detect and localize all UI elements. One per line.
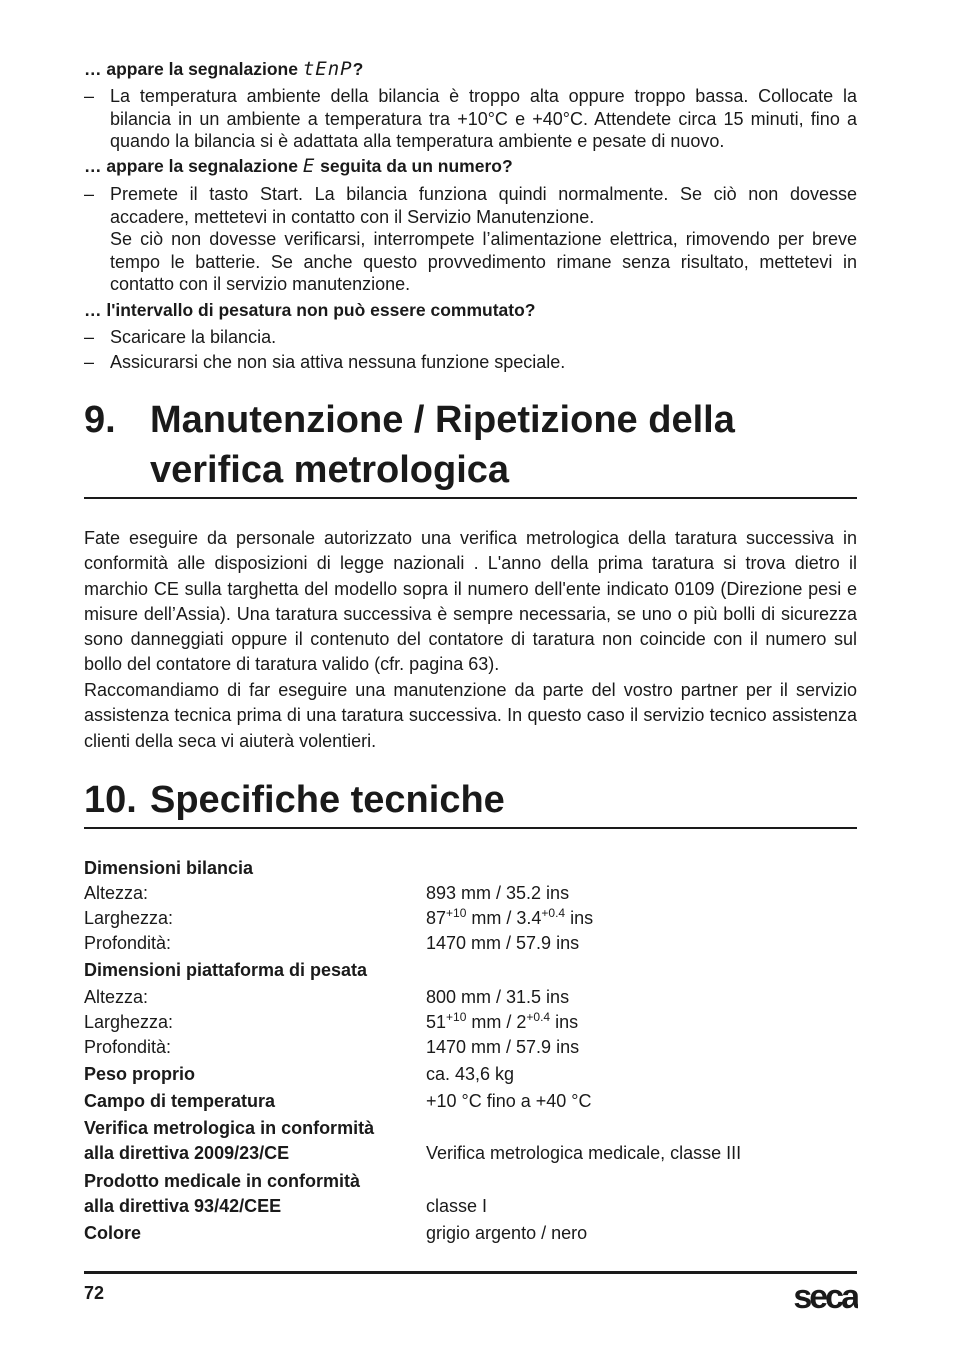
spec-row-platform-depth: Profondità: 1470 mm / 57.9 ins [84,1037,580,1057]
spec-row-metrology-label-1: Verifica metrologica in conformità [84,1118,375,1138]
section-10-rule [84,827,857,829]
section-10-title: Specifiche tecniche [150,779,505,821]
section-9-number: 9. [84,399,116,441]
answer-range-2: – Assicurarsi che non sia attiva nessuna funzione speciale. [84,352,566,372]
spec-row-medical-label-1: Prodotto medicale in conformità [84,1171,361,1191]
answer-error: – Premete il tasto Start. La bilancia funziona quindi normalmente. Se ciò non dovesse accadere, mettetevi in contatto con il Servizio Manutenzione. Se ciò non dovesse verificarsi, interrompete l’alimentazione elettrica, rimovendo per breve tempo le batterie. Se anche questo provvedimento rimane senza risultato, mettetevi in contatto con il servizio manutenzione. [84,184,857,295]
display-code-temp: tEnP [302,58,353,80]
section-9-heading [84,395,857,495]
spec-table [84,856,857,1246]
question-temp-display: … appare la segnalazione tEnP? [84,58,364,80]
answer-temp: – La temperatura ambiente della bilancia è troppo alta oppure troppo bassa. Collocate la bilancia in un ambiente a temperatura tra +10°C e +40°C. Attendete circa 15 minuti, fino a quando la bilancia si è adattata alla temperatura ambiente e pesate di nuovo. [84,86,857,152]
answer-range-1: – Scaricare la bilancia. [84,327,277,347]
section-10-number: 10. [84,779,137,821]
section-9-paragraph-2: Raccomandiamo di far eseguire una manutenzione da parte del vostro partner per il servizio assistenza tecnica prima di una taratura successiva. In questo caso il servizio tecnico assistenza clienti della seca vi aiuterà volentieri. [84,680,857,751]
spec-row-scale-width: Larghezza: $87^{+10}$ mm / $3.4^{+0.4}$ ins [84,906,594,928]
spec-row-medical-device: alla direttiva 93/42/CEE classe I [84,1196,488,1216]
section-10-heading [84,775,857,825]
section-9-paragraph-1: Fate eseguire da personale autorizzato una verifica metrologica della taratura successiva in conformità alle disposizioni di legge nazionali . L'anno della prima taratura si trova dietro il marchio CE sulla targhetta del modello sopra il numero dell'ente indicato 0109 (Direzione pesi e misure dell’Assia). Una taratura successiva è sempre necessaria, se uno o più bolli di sicurezza sono danneggiati oppure il contenuto del contatore di taratura non coincide con il numero sul bollo del contatore di taratura valido (cfr. pagina 63). [84,528,857,675]
spec-row-platform-height: Altezza: 800 mm / 31.5 ins [84,987,570,1007]
question-error-display: … appare la segnalazione E seguita da un numero? [84,155,513,177]
spec-row-scale-height: Altezza: 893 mm / 35.2 ins [84,883,570,903]
seca-logo [774,1272,858,1316]
seca-logo-text: seca [793,1278,857,1316]
section-9-title: Manutenzione / Ripetizione della verifica metrologica [150,399,735,491]
spec-row-own-weight: Peso proprio ca. 43,6 kg [84,1064,515,1084]
spec-row-temperature-range: Campo di temperatura +10 °C fino a +40 °C [84,1091,592,1111]
question-weighing-range: … l'intervallo di pesatura non può essere commutato? [84,300,536,320]
display-code-error: E [302,155,316,177]
spec-row-scale-depth: Profondità: 1470 mm / 57.9 ins [84,933,580,953]
spec-row-metrology: alla direttiva 2009/23/CE Verifica metrologica medicale, classe III [84,1143,742,1163]
spec-row-color: Colore grigio argento / nero [84,1223,588,1243]
spec-heading-scale-dimensions: Dimensioni bilancia [84,858,254,878]
spec-row-platform-width: Larghezza: $51^{+10}$ mm / $2^{+0.4}$ ins [84,1010,579,1032]
spec-heading-platform-dimensions: Dimensioni piattaforma di pesata [84,960,368,980]
footer-rule [84,1271,857,1274]
page-number: 72 [84,1283,105,1303]
section-9-rule [84,497,857,499]
